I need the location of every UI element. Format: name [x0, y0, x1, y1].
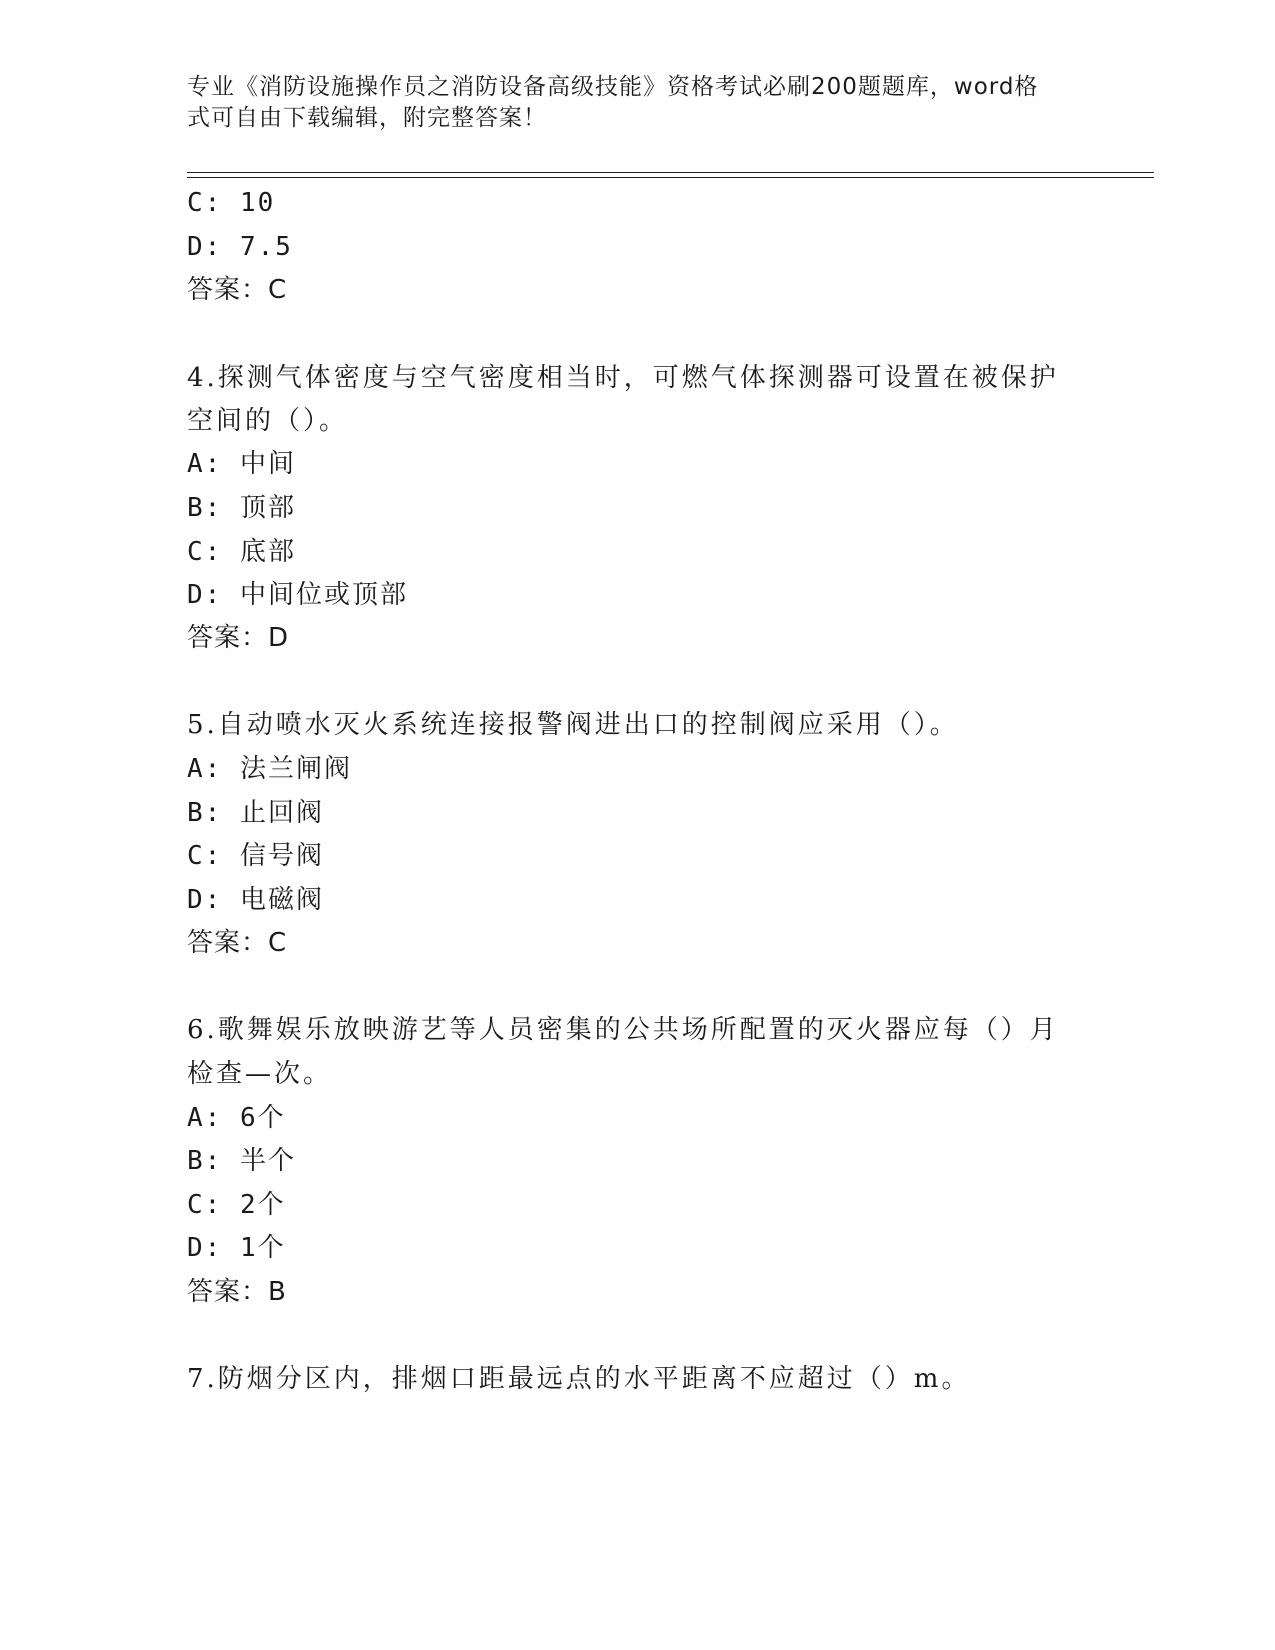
q3-option-c: C: 10	[187, 188, 276, 218]
q4-stem-line-2: 空间的（）。	[187, 406, 349, 436]
document-header-line-1: 专业《消防设施操作员之消防设备高级技能》资格考试必刷200题题库，word格	[187, 74, 1039, 100]
q5-stem-line-1: 5.自动喷水灭火系统连接报警阀进出口的控制阀应采用（）。	[187, 710, 959, 740]
q6-option-a: A: 6个	[187, 1103, 286, 1133]
q7-stem-line-1: 7.防烟分区内，排烟口距最远点的水平距离不应超过（）m。	[187, 1364, 971, 1394]
q5-option-a: A: 法兰闸阀	[187, 754, 352, 784]
q5-option-c: C: 信号阀	[187, 841, 324, 871]
q6-answer: 答案：B	[187, 1277, 287, 1307]
q3-answer: 答案：C	[187, 275, 288, 305]
q4-option-a: A: 中间	[187, 449, 296, 479]
q5-option-d: D: 电磁阀	[187, 885, 324, 915]
header-divider-bottom	[187, 177, 1154, 178]
q5-answer: 答案：C	[187, 928, 288, 958]
q4-stem-line-1: 4.探测气体密度与空气密度相当时，可燃气体探测器可设置在被保护	[187, 363, 1059, 393]
header-divider-top	[187, 172, 1154, 173]
document-header-line-2: 式可自由下载编辑，附完整答案！	[187, 105, 547, 131]
q6-option-c: C: 2个	[187, 1190, 286, 1220]
q6-stem-line-1: 6.歌舞娱乐放映游艺等人员密集的公共场所配置的灭火器应每（）月	[187, 1015, 1059, 1045]
q6-option-b: B: 半个	[187, 1146, 296, 1176]
q6-stem-line-2: 检查—次。	[187, 1059, 333, 1089]
q5-option-b: B: 止回阀	[187, 798, 324, 828]
q3-option-d: D: 7.5	[187, 232, 293, 262]
q4-answer: 答案：D	[187, 623, 290, 653]
q6-option-d: D: 1个	[187, 1233, 286, 1263]
q4-option-d: D: 中间位或顶部	[187, 580, 408, 610]
q4-option-b: B: 顶部	[187, 493, 296, 523]
q4-option-c: C: 底部	[187, 537, 296, 567]
